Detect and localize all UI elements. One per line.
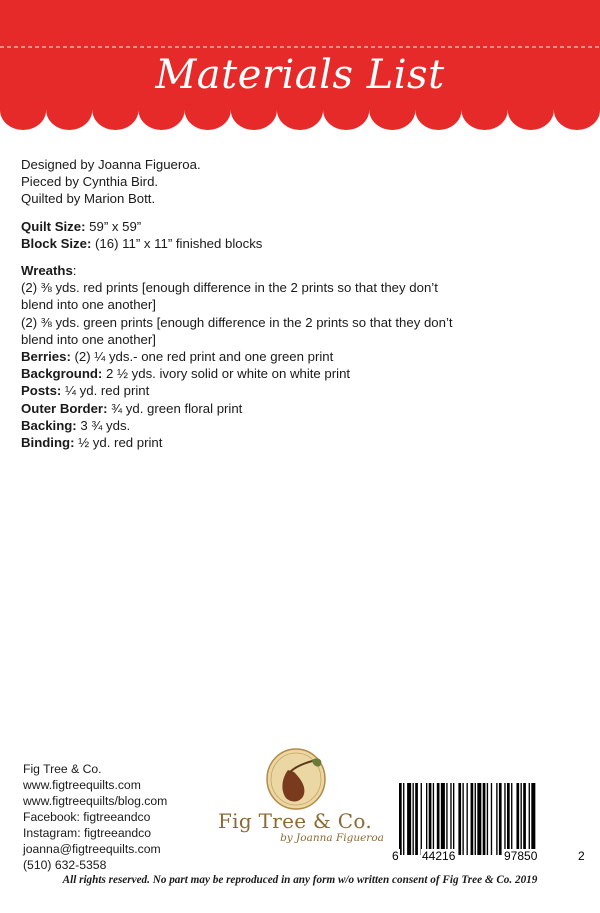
credit-quilted: Quilted by Marion Bott. <box>21 191 156 207</box>
credit-pieced: Pieced by Cynthia Bird. <box>21 174 159 190</box>
barcode-bars <box>393 783 585 857</box>
outer-border-value: ¾ yd. green floral print <box>107 400 243 416</box>
contact-block <box>23 761 167 873</box>
binding-line <box>21 434 581 451</box>
wreaths-heading <box>21 262 581 279</box>
materials-content <box>21 156 581 451</box>
wreath-red-line-2: blend into one another] <box>21 297 156 313</box>
binding-label: Binding: <box>21 435 75 451</box>
background-label: Background: <box>21 366 103 382</box>
header-banner <box>0 0 600 140</box>
wreath-green-line-1: (2) ⅜ yds. green prints [enough difference in the 2 prints so that they don’t <box>21 314 453 330</box>
contact-phone: (510) 632-5358 <box>23 858 107 872</box>
logo-wordmark: Fig Tree & Co. <box>217 809 373 833</box>
contact-blog-link[interactable]: www.figtreequilts/blog.com <box>23 794 168 808</box>
outer-border-label: Outer Border: <box>21 400 108 416</box>
contact-website-link[interactable]: www.figtreequilts.com <box>23 778 141 792</box>
block-size-value: (16) 11” x 11” finished blocks <box>91 235 263 251</box>
quilt-size-label: Quilt Size: <box>21 218 86 234</box>
quilt-size-value: 59” x 59” <box>85 218 142 234</box>
barcode-digit-group-1: 44216 <box>422 849 456 863</box>
block-size-label: Block Size: <box>21 235 92 251</box>
contact-facebook: Facebook: figtreeandco <box>23 810 151 824</box>
block-size-line <box>21 235 581 252</box>
wreath-red-line-1: (2) ⅜ yds. red prints [enough difference in the 2 prints so that they don’t <box>21 280 438 296</box>
background-line <box>21 365 581 382</box>
posts-line <box>21 382 581 399</box>
berries-label: Berries: <box>21 349 71 365</box>
quilt-size-line <box>21 218 581 235</box>
credit-designed: Designed by Joanna Figueroa. <box>21 157 201 172</box>
logo-byline: by Joanna Figueroa <box>280 832 384 844</box>
wreaths-label: Wreaths <box>21 263 73 279</box>
berries-line <box>21 348 581 365</box>
backing-line <box>21 417 581 434</box>
background-value: 2 ½ yds. ivory solid or white on white print <box>102 366 351 382</box>
barcode-digit-check: 2 <box>578 849 585 863</box>
contact-company: Fig Tree & Co. <box>23 762 102 776</box>
copyright-notice: All rights reserved. No part may be reproduced in any form w/o written consent of Fig Tree & Co. 2019 <box>62 874 538 886</box>
contact-email-link[interactable]: joanna@figtreequilts.com <box>23 842 161 856</box>
posts-value: ¼ yd. red print <box>61 383 150 399</box>
wreaths-colon: : <box>72 263 77 279</box>
binding-value: ½ yd. red print <box>74 435 163 451</box>
barcode-digit-lead: 6 <box>392 849 399 863</box>
backing-label: Backing: <box>21 417 77 433</box>
outer-border-line <box>21 400 581 417</box>
fig-tree-logo <box>200 748 400 858</box>
barcode-digit-group-2: 97850 <box>504 849 538 863</box>
barcode <box>393 783 585 863</box>
wreath-green-line-2: blend into one another] <box>21 331 156 347</box>
posts-label: Posts: <box>21 383 62 399</box>
page-title: Materials List <box>155 52 445 98</box>
berries-value: (2) ¼ yds.- one red print and one green print <box>70 349 334 365</box>
contact-instagram: Instagram: figtreeandco <box>23 826 152 840</box>
backing-value: 3 ¾ yds. <box>76 417 131 433</box>
